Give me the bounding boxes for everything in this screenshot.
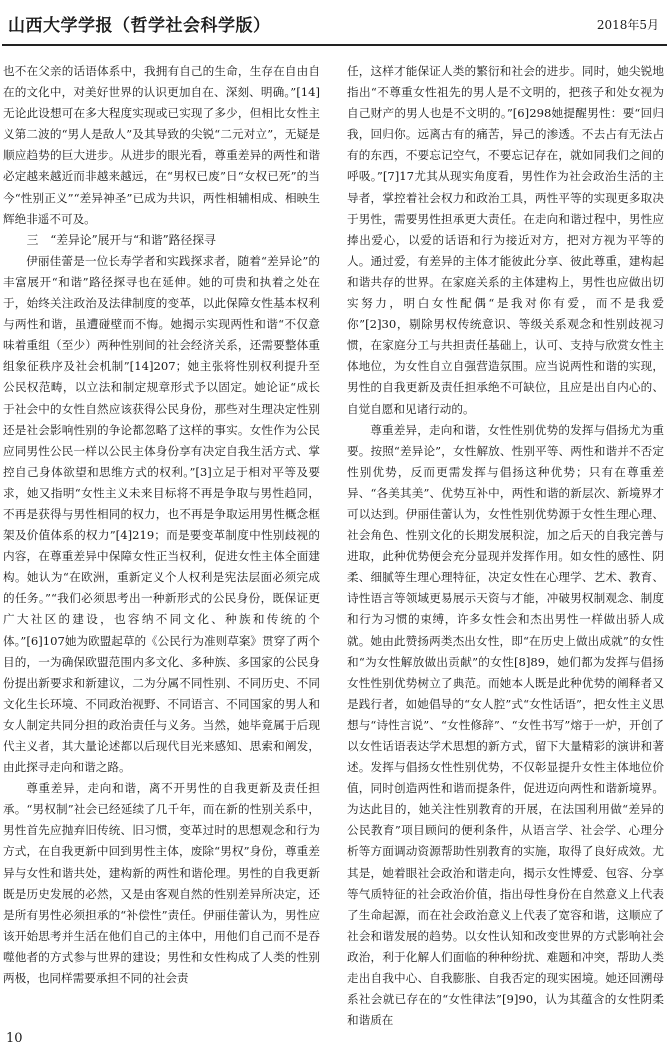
right-paragraph-1: 任，这样才能保证人类的繁衍和社会的进步。同时，她尖锐地指出“不尊重女性祖先的男人是不文明的，把孩子和处女视为自己财产的男人也是不文明的。”[6]298她提醒男性：要“回归我，回归你。远离古有的痛苦，异己的渗透。不去占有无法占有的东西，不要忘记空气，不要忘记存在，就如同我们之间的呼吸。”[7]17尤其从现实角度看，男性作为社会政治生活的主导者，掌控着社会权力和政治工具，两性平等的实现更多取决于男性，需要男性担承更大责任。在走向和谐过程中，男性应捧出爱心，以爱的话语和行为接近对方，把对方视为平等的人。通过爱，有差异的主体才能彼此分享、彼此尊重，建构起和谐共存的世界。在家庭关系的主体建构上，男性也应做出切实努力，明白女性配偶“是我对你有爱，而不是我爱你”[2]30，剔除男权传统意识、等级关系观念和性别歧视习惯，在家庭分工与共担责任基础上，认可、支持与欣赏女性主体地位，为女性自立自强营造氛围。应当说两性和谐的实现，男性的自我更新及责任担承绝不可缺位，且应是出自内心的、自觉自愿和见诸行动的。 <box>347 64 664 416</box>
page-number: 10 <box>6 1031 23 1046</box>
issue-date: 2018年5月 <box>596 18 659 32</box>
left-paragraph-2: 伊丽佳蕾是一位长寿学者和实践探求者，随着“差异论”的丰富展开“和谐”路径探寻也在延伸。她的可贵和执着之处在于，始终关注政治及法律制度的变革，以此保障女性基本权利与两性和谐，虽遭碰壁而不悔。她揭示实现两性和谐“不仅意味着重组（至少）两种性别间的社会经济关系，还需要整体重组象征秩序及社会机制”[14]207；她主张将性别权利提升至公民权范畴，以立法和制定规章形式予以固定。她论证“成长于社会中的女性自然应该获得公民身份，那些对生理决定性别还是社会影响性别的争论都忽略了这样的事实。女性作为公民应同男性公民一样以公民主体身份享有决定自我生活方式、掌控自己身体欲望和思维方式的权利。”[3]立足于相对平等及要求，她又指明“女性主义未来目标将不再是争取与男性趋同，不再是获得与男性相同的权力，也不再是争取运用男性概念框架及价值体系的权力”[4]219；而是要变革制度中性别歧视的内容，在尊重差异中保障女性正当权利，促进女性主体全面建构。她认为“在欧洲，重新定义个人权利是宪法层面必须完成的任务。”“我们必须思考出一种新形式的公民身份，既保证更广大社区的建设，也容纳不同文化、种族和传统的个体。”[6]107她为欧盟起草的《公民行为准则草案》贯穿了两个目的，一为确保欧盟范围内多文化、多种族、多国家的公民身份提出新要求和新建议，二为分属不同性别、不同历史、不同文化生长环境、不同政治视野、不同语言、不同国家的男人和女人制定共同分担的政治责任与义务。当然，她毕竟属于后现代主义者，其大量论述都以后现代目光来感知、思索和阐发，由此探寻走向和谐之路。 <box>3 253 320 775</box>
right-column <box>347 61 664 1041</box>
left-paragraph-3: 尊重差异，走向和谐，离不开男性的自我更新及责任担承。“男权制”社会已经延续了几千年，而在新的性别关系中，男性首先应抛弃旧传统、旧习惯，变革过时的思想观念和行为方式，在自我更新中回到男性主体，废除“男权”身份，尊重差异与女性和谐共处，建构新的两性和谐伦理。男性的自我更新既是历史发展的必然，又是由客观自然的性别差异所决定，还是所有男性必须担承的“补偿性”责任。伊丽佳蕾认为，男性应该开始思考并生活在他们自己的主体中，用他们自己而不是吞噬他者的方式参与世界的建设；男性和女性构成了人类的性别两极，也同样需要承担不同的社会责 <box>3 781 320 986</box>
section-heading: 三 “差异论”展开与“和谐”路径探寻 <box>26 232 216 247</box>
journal-title: 山西大学学报（哲学社会科学版） <box>8 16 271 36</box>
left-paragraph-1: 也不在父亲的话语体系中，我拥有自己的生命，生存在自由自在的文化中，对美好世界的认识更加自在、深刻、明确。”[14]无论此设想可在多大程度实现或已实现了多少，但相比女性主义第二波的“男人是敌人”及其导致的尖锐“二元对立”，无疑是顺应趋势的巨大进步。从进步的眼光看，尊重差异的两性和谐必定越来越近而非越来越远，在“男权已废”日“女权已死”的当今“性别正义”“差异神圣”已成为共识，两性相辅相成、相映生辉绝非遥不可及。 <box>3 64 320 226</box>
right-paragraph-2: 尊重差异，走向和谐，女性性别优势的发挥与倡扬尤为重要。按照“差异论”，女性解放、性别平等、两性和谐并不否定性别优势，反而更需发挥与倡扬这种优势；只有在尊重差异、“各美其美”、优势互补中，两性和谐的新层次、新境界才可以达到。伊丽佳蕾认为，女性性别优势源于女性生理心理、社会角色、性别文化的长期发展积淀，加之后天的自我完善与进取，此种优势便会充分显现并发挥作用。如女性的感性、阴柔、细腻等生理心理特征，决定女性在心理学、艺术、教育、诗性语言等领域更易展示天资与才能，冲破男权制观念、制度和行为习惯的束缚，许多女性会和杰出男性一样做出骄人成就。她由此赞扬两类杰出女性，即“在历史上做出成就”的女性和“为女性解放做出贡献”的女性[8]89，她们都为发挥与倡扬女性性别优势树立了典范。而她本人既是此种优势的阐释者又是践行者，如她倡导的“女人腔”式“女性话语”，把女性主义思想与“诗性言说”、“女性修辞”、“女性书写”熔于一炉，开创了以女性话语表达学术思想的新方式，留下大量精彩的演讲和著述。发挥与倡扬女性性别优势，不仅彰显提升女性主体地位价值，同时创造两性和谐而提条件，促进迈向两性和谐新境界。为达此目的，她关注性别教育的开展，在法国利用做“差异的公民教育”项目顾问的便利条件，从语言学、社会学、心理分析等方面调动资源帮助性别教育的实施，取得了良好成效。尤其是，她着眼社会政治和谐走向，揭示女性博爱、包容、分享等气质特征的社会政治价值，指出母性身份在自然意义上代表了生命起源，而在社会政治意义上代表了宽容和谐，这顺应了社会和谐发展的趋势。以女性认知和改变世界的方式影响社会政治，利于化解人们面临的种种纷扰、难题和冲突，帮助人类走出自我中心、自我膨胀、自我否定的现实困境。她还回溯母系社会就已存在的“女性律法”[9]90，认为其蕴含的女性阴柔和谐质在 <box>347 422 664 1028</box>
running-header <box>2 0 667 46</box>
left-column <box>3 61 320 1041</box>
